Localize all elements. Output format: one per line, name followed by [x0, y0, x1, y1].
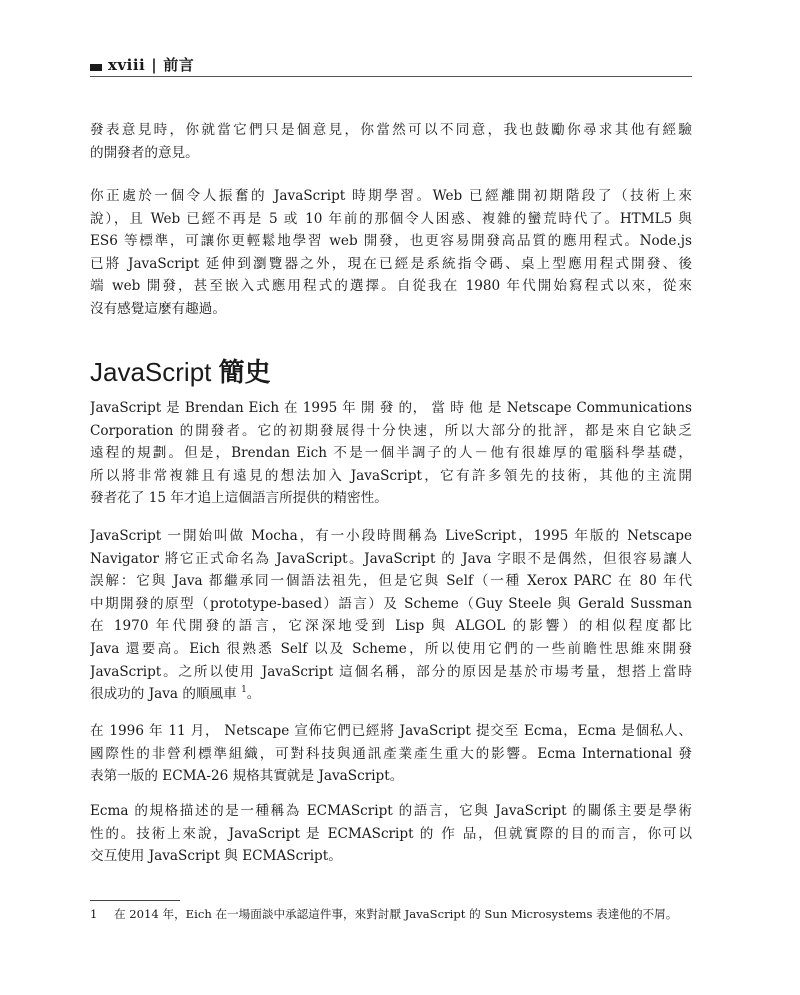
chapter-name: 前言: [163, 56, 195, 74]
text-line: 很成功的 Java 的順風車: [90, 686, 237, 703]
text-line: 端 web 開發，甚至嵌入式應用程式的選擇。自從我在 1980 年代開始寫程式以來，從來: [90, 278, 692, 295]
text-line: Ecma 的規格描述的是一種稱為 ECMAScript 的語言，它與 JavaScript 的關係主要是學術: [90, 803, 692, 819]
header-marker: [90, 64, 102, 71]
text-line: JavaScript 是 Brendan Eich 在 1995 年 開 發 的， 當 時 他 是 Netscape Communications: [90, 400, 692, 416]
footnote-rule: [90, 900, 180, 901]
text-line: 發表意見時，你就當它們只是個意見，你當然可以不同意，我也鼓勵你尋求其他有經驗: [90, 122, 692, 138]
text-line: 發者花了 15 年才追上這個語言所提供的精密性。: [90, 490, 388, 507]
header-text: [108, 54, 194, 75]
footnote-number: 1: [90, 907, 98, 921]
text-line-last: [90, 683, 692, 706]
text-line: 你正處於一個令人振奮的 JavaScript 時期學習。Web 已經離開初期階段了（技術上來: [90, 188, 692, 204]
text-line: 誤解：它與 Java 都繼承同一個語法祖先，但是它與 Self（一種 Xerox PARC 在 80 年代: [90, 573, 692, 590]
paragraph-intro-1: [90, 119, 692, 164]
header-rule: [90, 76, 692, 77]
section-title-zh: 簡史: [218, 357, 271, 387]
text-line: 在 1970 年代開發的語言，它深深地受到 Lisp 與 ALGOL 的影響）的相似程度都比: [90, 618, 692, 635]
text-line: 國際性的非營利標準組織，可對科技與通訊產業產生重大的影響。Ecma International 發: [90, 745, 692, 762]
text-line: 中期開發的原型（prototype-based）語言）及 Scheme（Guy Steele 與 Gerald Sussman: [90, 595, 692, 612]
text-line: 性的。技術上來說，JavaScript 是 ECMAScript 的 作 品，但就實際的目的而言，你可以: [90, 825, 692, 842]
text-line: 的開發者的意見。: [90, 144, 199, 161]
text-line: JavaScript 一開始叫做 Mocha，有一小段時間稱為 LiveScript，1995 年版的 Netscape: [90, 528, 692, 544]
text-line: 已將 JavaScript 延伸到瀏覽器之外，現在已經是系統指令碼、桌上型應用程式開發、後: [90, 255, 692, 272]
footnote: [90, 906, 692, 922]
paragraph-history-2: [90, 525, 692, 706]
section-title: [90, 352, 271, 389]
text-line: Corporation 的開發者。它的初期發展得十分快速，所以大部分的批評，都是來自它缺乏: [90, 422, 692, 439]
text-line: 在 1996 年 11 月， Netscape 宣佈它們已經將 JavaScript 提交至 Ecma，Ecma 是個私人、: [90, 723, 692, 739]
header-separator: |: [151, 56, 158, 74]
footnote-reference[interactable]: 1: [241, 685, 247, 696]
text-line: 說），且 Web 已經不再是 5 或 10 年前的那個令人困惑、複雜的蠻荒時代了。HTML5 與: [90, 210, 692, 227]
trailing-punctuation: 。: [246, 686, 261, 703]
text-line: 所以將非常複雜且有遠見的想法加入 JavaScript，它有許多領先的技術，其他的主流開: [90, 467, 692, 484]
paragraph-history-3: [90, 720, 692, 788]
text-line: 交互使用 JavaScript 與 ECMAScript。: [90, 848, 342, 865]
paragraph-intro-2: [90, 185, 692, 321]
page-number: xviii: [108, 56, 146, 74]
text-line: Java 還要高。Eich 很熟悉 Self 以及 Scheme，所以使用它們的一些前瞻性思維來開發: [90, 640, 692, 657]
text-line: JavaScript。之所以使用 JavaScript 這個名稱，部分的原因是基於市場考量，想搭上當時: [90, 663, 692, 680]
paragraph-history-1: [90, 397, 692, 510]
section-title-latin: JavaScript: [90, 357, 212, 387]
text-line: 遠程的規劃。但是，Brendan Eich 不是一個半調子的人－他有很雄厚的電腦科學基礎，: [90, 445, 692, 462]
text-line: Navigator 將它正式命名為 JavaScript。JavaScript 的 Java 字眼不是偶然，但很容易讓人: [90, 550, 692, 567]
footnote-text: 在 2014 年，Eich 在一場面談中承認這件事，來對討厭 JavaScript 的 Sun Microsystems 表達他的不屑。: [114, 907, 678, 921]
running-header: [90, 50, 692, 78]
paragraph-history-4: [90, 800, 692, 868]
text-line: 表第一版的 ECMA-26 規格其實就是 JavaScript。: [90, 768, 404, 785]
text-line: ES6 等標準，可讓你更輕鬆地學習 web 開發，也更容易開發高品質的應用程式。Node.js: [90, 233, 692, 250]
text-line: 沒有感覺這麼有趣過。: [90, 300, 226, 317]
